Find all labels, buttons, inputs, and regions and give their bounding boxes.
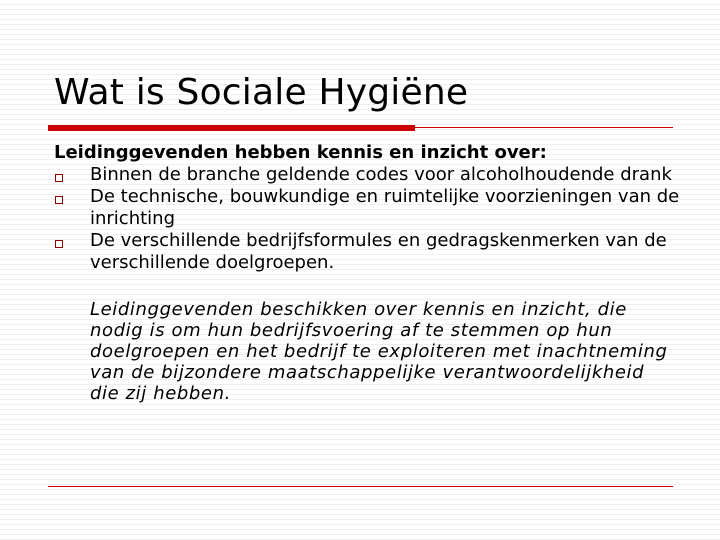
footer-rule — [48, 486, 673, 487]
hollow-square-bullet-icon — [55, 196, 63, 204]
title-underline-thin — [415, 127, 673, 128]
title-underline-thick — [48, 125, 415, 131]
slide-title: Wat is Sociale Hygiëne — [54, 72, 469, 113]
bullet-item — [54, 230, 694, 274]
hollow-square-bullet-icon — [55, 240, 63, 248]
bullet-list — [54, 164, 694, 274]
bullet-item — [54, 164, 694, 186]
italic-note: Leidinggevenden beschikken over kennis en inzicht, die nodig is om hun bedrijfsvoering af te stemmen op hun doelgroepen en het bedrijf te exploiteren met inachtneming van de bijzondere maatschappelijke verantwoordelijkheid die zij hebben. — [90, 299, 668, 404]
intro-text: Leidinggevenden hebben kennis en inzicht over: — [54, 142, 547, 163]
hollow-square-bullet-icon — [55, 174, 63, 182]
bullet-text: De technische, bouwkundige en ruimtelijke voorzieningen van de inrichting — [90, 186, 680, 229]
slide-content — [54, 142, 694, 404]
bullet-item — [54, 186, 694, 230]
bullet-text: De verschillende bedrijfsformules en gedragskenmerken van de verschillende doelgroepen. — [90, 230, 667, 273]
bullet-text: Binnen de branche geldende codes voor alcoholhoudende drank — [90, 164, 672, 185]
